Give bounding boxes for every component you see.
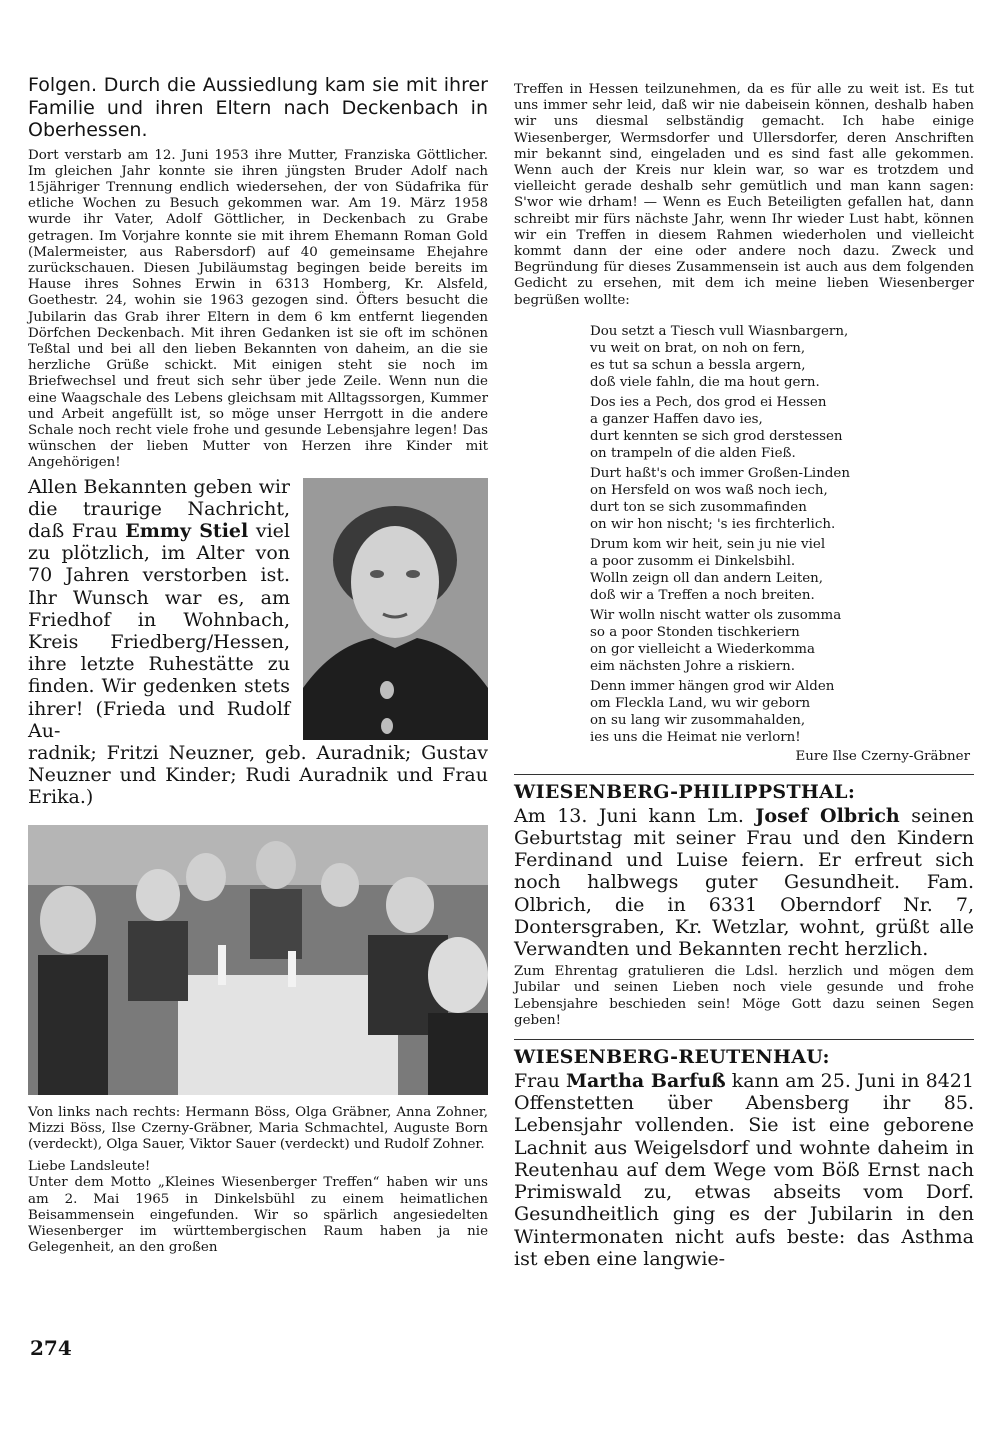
page-number: 274 (30, 1336, 72, 1360)
poem-line: om Fleckla Land, wu wir geborn (590, 695, 811, 711)
group-photo (28, 825, 488, 1095)
obituary-text-after: viel zu plötzlich, im Alter von 70 Jahren verstorben ist. Ihr Wunsch war es, am Friedhof in Wohnbach, Kreis Friedberg/Hessen, ihre letzte Ruhestätte zu finden. Wir gedenken stets ihrer! (Frieda und Rudolf Au- (28, 519, 290, 742)
poem-line: durt ton se sich zusommafinden (590, 499, 807, 515)
obituary-paragraph (28, 476, 290, 742)
portrait-image (303, 478, 488, 740)
obituary-signatories: radnik; Fritzi Neuzner, geb. Auradnik; Gustav Neuzner und Kinder; Rudi Auradnik und Frau Erika.) (28, 742, 488, 809)
poem-line: eim nächsten Johre a riskiern. (590, 658, 795, 674)
poem-line: Durt haßt's och immer Großen-Linden (590, 465, 850, 481)
philippsthal-text-before: Am 13. Juni kann Lm. (514, 804, 744, 827)
poem-line: a poor zusomm ei Dinkelsbihl. (590, 553, 796, 569)
reutenhau-text-after: kann am 25. Juni in 8421 Offenstetten über Abensberg ihr 85. Lebensjahr vollenden. Sie ist eine geborene Lachnit aus Weigelsdorf und wohnte daheim in Reutenhau auf dem Wege vom Böß Ernst nach Primiswald zu, etwas abseits vom Dorf. Gesundheitlich ging es der Jubilarin in den Wintermonaten nicht aufs beste: das Asthma ist eben eine langwie- (514, 1070, 974, 1270)
poem-line: Dou setzt a Tiesch vull Wiasnbargern, (590, 323, 849, 339)
poem-stanza (590, 465, 974, 533)
poem-line: on Hersfeld on wos waß noch iech, (590, 482, 828, 498)
poem-line: es tut sa schun a bessla argern, (590, 357, 806, 373)
poem (590, 323, 974, 746)
poem-stanza (590, 536, 974, 604)
poem-line: vu weit on brat, on noh on fern, (590, 340, 806, 356)
poem-line: Wir wolln nischt watter ols zusomma (590, 607, 842, 623)
poem-line: on su lang wir zusommahalden, (590, 712, 806, 728)
section-divider (514, 774, 974, 775)
philippsthal-text-after: seinen Geburtstag mit seiner Frau und den Kindern Ferdinand und Luise feiern. Er erfreut sich noch halbwegs guter Gesundheit. Fam. Olbrich, die in 6331 Oberndorf Nr. 7, Dontersgraben, Kr. Wetzlar, wohnt, grüßt alle Verwandten und Bekannten recht herzlich. (514, 804, 974, 961)
letter-start: Unter dem Motto „Kleines Wiesenberger Treffen“ haben wir uns am 2. Mai 1965 in Dinkelsbühl zu einem heimatlichen Beisammensein eingefunden. Wir so spärlich angesiedelten Wiesenberger im württembergischen Raum haben ja nie Gelegenheit, an den großen (28, 1175, 488, 1256)
poem-line: Wolln zeign oll dan andern Leiten, (590, 570, 824, 586)
deceased-name: Emmy Stiel (125, 519, 249, 542)
group-photo-image (28, 825, 488, 1095)
intro-paragraph: Folgen. Durch die Aussiedlung kam sie mit ihrer Familie und ihren Eltern nach Deckenbach in Oberhessen. (28, 74, 488, 141)
photo-caption: Von links nach rechts: Hermann Böss, Olga Gräbner, Anna Zohner, Mizzi Böss, Ilse Czerny-Gräbner, Maria Schmachtel, Auguste Born (verdeckt), Olga Sauer, Viktor Sauer (verdeckt) und Rudolf Zohner. (28, 1104, 488, 1153)
obituary-text-before: Allen Bekannten geben wir die traurige Nachricht, daß Frau (28, 475, 290, 542)
poem-line: on trampeln of die alden Fieß. (590, 445, 796, 461)
poem-stanza (590, 323, 974, 391)
poem-line: doß viele fahln, die ma hout gern. (590, 374, 820, 390)
poem-line: doß wir a Treffen a noch breiten. (590, 587, 815, 603)
reutenhau-paragraph (514, 1070, 974, 1270)
letter-greeting: Liebe Landsleute! (28, 1159, 151, 1175)
obituary (28, 476, 488, 809)
poem-line: a ganzer Haffen davo ies, (590, 411, 763, 427)
poem-line: durt kennten se sich grod derstessen (590, 428, 843, 444)
poem-line: ies uns die Heimat nie verlorn! (590, 729, 801, 745)
portrait-photo (303, 478, 488, 740)
philippsthal-note: Zum Ehrentag gratulieren die Ldsl. herzlich und mögen dem Jubilar und seinen Lieben noch viele gesunde und frohe Lebensjahre beschieden sein! Möge Gott dazu seinen Segen geben! (514, 964, 974, 1028)
letter-signature: Eure Ilse Czerny-Gräbner (795, 748, 970, 764)
poem-line: so a poor Stonden tischkeriern (590, 624, 800, 640)
poem-line: on wir hon nischt; 's ies firchterlich. (590, 516, 836, 532)
jubilarin-name: Martha Barfuß (565, 1070, 726, 1093)
poem-stanza (590, 394, 974, 462)
poem-line: Denn immer hängen grod wir Alden (590, 678, 835, 694)
biography-paragraph: Dort verstarb am 12. Juni 1953 ihre Mutter, Franziska Göttlicher. Im gleichen Jahr konnte sie ihren jüngsten Bruder Adolf nach 15jähriger Trennung endlich wiedersehen, der von Südafrika für etliche Wochen zu Besuch gekommen war. Am 19. März 1958 wurde ihr Vater, Adolf Göttlicher, in Deckenbach zu Grabe getragen. Im Vorjahre konnte sie mit ihrem Ehemann Roman Gold (Malermeister, aus Rabersdorf) auf 40 gemeinsame Ehejahre zurückschauen. Diesen Jubiläumstag begingen beide bereits im Hause ihres Sohnes Erwin in 6313 Homberg, Kr. Alsfeld, Goethestr. 24, wohin sie 1963 gezogen sind. Öfters besucht die Jubilarin das Grab ihrer Eltern in dem 6 km entfernt liegenden Dörfchen Deckenbach. Mit ihren Gedanken ist sie oft im schönen Teßtal und bei all den lieben Bekannten von daheim, an die sie herzliche Grüße schickt. Mit einigen steht sie noch im Briefwechsel und freut sich sehr über jede Zeile. Wenn nun die eine Waagschale des Lebens gleichsam mit Alltagssorgen, Kummer und Arbeit angefüllt ist, so möge unser Herrgott in die andere Schale noch recht viele frohe und gesunde Lebensjahre legen! Das wünschen der lieben Mutter von Herzen ihre Kinder mit Angehörigen! (28, 147, 488, 471)
philippsthal-paragraph (514, 805, 974, 960)
section-heading-reutenhau: WIESENBERG-REUTENHAU: (514, 1046, 830, 1069)
reutenhau-text-before: Frau (514, 1070, 560, 1093)
obituary-text (28, 476, 290, 742)
section-divider (514, 1039, 974, 1040)
letter-continued: Treffen in Hessen teilzunehmen, da es für alle zu weit ist. Es tut uns immer sehr leid, daß wir nie dabeisein können, deshalb haben wir uns diesmal selbständig gemacht. Ich habe einige Wiesenberger, Wermsdorfer und Ullersdorfer, deren Anschriften mir bekannt sind, eingeladen und es sind fast alle gekommen. Wenn auch der Kreis nur klein war, so war es trotzdem und vielleicht gerade deshalb sehr gemütlich und man kann sagen: S'wor wie drham! — Wenn es Euch Beteiligten gefallen hat, dann schreibt mir fürs nächste Jahr, wenn Ihr wieder Lust habt, können wir ein Treffen in diesem Rahmen wiederholen und vielleicht kommt dann der eine oder andere noch dazu. Zweck und Begründung für dieses Zusammensein ist auch aus dem folgenden Gedicht zu ersehen, mit dem ich meine lieben Wiesenberger begrüßen wollte: (514, 82, 974, 308)
section-heading-philippsthal: WIESENBERG-PHILIPPSTHAL: (514, 780, 856, 803)
jubilar-name: Josef Olbrich (755, 804, 900, 827)
poem-line: Dos ies a Pech, dos grod ei Hessen (590, 394, 827, 410)
left-column (28, 74, 488, 1256)
poem-stanza (590, 607, 974, 675)
poem-line: Drum kom wir heit, sein ju nie viel (590, 536, 826, 552)
poem-line: on gor vielleicht a Wiederkomma (590, 641, 815, 657)
poem-stanza (590, 678, 974, 746)
right-column (514, 82, 974, 1270)
